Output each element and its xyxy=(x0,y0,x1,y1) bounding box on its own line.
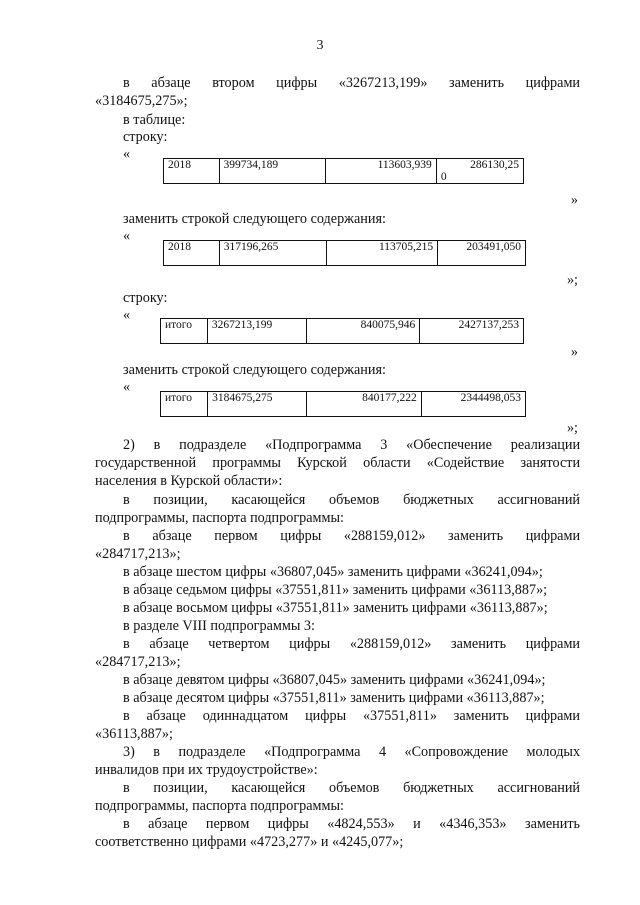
cell-federal: 840075,946 xyxy=(306,319,420,344)
row-label-1: строку: xyxy=(123,129,168,145)
quote-close-2: »; xyxy=(566,272,578,288)
cell-label: итого xyxy=(161,392,208,417)
para-abzac-vtorom-line1: в абзаце втором цифры «3267213,199» заменить цифрами xyxy=(123,75,581,91)
para-5: в абзаце шестом цифры «36807,045» заменить цифрами «36241,094»; xyxy=(123,564,543,580)
para-10: в абзаце девятом цифры «36807,045» заменить цифрами «36241,094»; xyxy=(123,672,546,688)
para-12-line2: «36113,887»; xyxy=(95,726,173,742)
cell-regional: 2344498,053 xyxy=(421,392,525,417)
para-4-line1: в абзаце первом цифры «288159,012» заменить цифрами xyxy=(123,528,581,544)
quote-close-4: »; xyxy=(566,420,578,436)
cell-regional: 2427137,253 xyxy=(420,319,524,344)
cell-total: 3184675,275 xyxy=(208,392,307,417)
table-row-1 xyxy=(163,158,524,184)
para-6: в абзаце седьмом цифры «37551,811» заменить цифрами «36113,887»; xyxy=(123,582,548,598)
replace-label-2: заменить строкой следующего содержания: xyxy=(123,362,386,378)
quote-open-3: « xyxy=(123,307,131,323)
para-7: в абзаце восьмом цифры «37551,811» заменить цифрами «36113,887»; xyxy=(123,600,548,616)
cell-federal: 113705,215 xyxy=(326,241,438,266)
para-4-line2: «284717,213»; xyxy=(95,546,181,562)
para-14-line2: подпрограммы, паспорта подпрограммы: xyxy=(95,798,344,814)
para-9-line2: «284717,213»; xyxy=(95,654,181,670)
cell-label: итого xyxy=(161,319,208,344)
para-2-line2: государственной программы Курской области «Содействие занятости xyxy=(95,455,581,471)
para-15-line2: соответственно цифрами «4723,277» и «4245,077»; xyxy=(95,834,404,850)
cell-regional: 286130,25 0 xyxy=(436,159,523,184)
para-14-line1: в позиции, касающейся объемов бюджетных ассигнований xyxy=(123,780,581,796)
para-15-line1: в абзаце первом цифры «4824,553» и «4346,353» заменить xyxy=(123,816,581,832)
cell-regional: 203491,050 xyxy=(438,241,526,266)
quote-open-2: « xyxy=(123,228,131,244)
table-row-3 xyxy=(160,318,524,344)
table-row-2 xyxy=(163,240,526,266)
para-2-line3: населения в Курской области»: xyxy=(95,473,283,489)
para-abzac-vtorom-line2: «3184675,275»; xyxy=(95,93,188,109)
cell-total: 317196,265 xyxy=(219,241,326,266)
para-8: в разделе VIII подпрограммы 3: xyxy=(123,618,315,634)
para-2-line1: 2) в подразделе «Подпрограмма 3 «Обеспечение реализации xyxy=(123,437,581,453)
page-number: 3 xyxy=(316,38,324,53)
quote-close-3: » xyxy=(570,344,578,360)
quote-close-1: » xyxy=(570,192,578,208)
cell-year: 2018 xyxy=(164,241,220,266)
quote-open-4: « xyxy=(123,379,131,395)
row-label-2: строку: xyxy=(123,290,168,306)
para-13-line1: 3) в подразделе «Подпрограмма 4 «Сопровождение молодых xyxy=(123,744,581,760)
cell-federal: 113603,939 xyxy=(325,159,436,184)
replace-label-1: заменить строкой следующего содержания: xyxy=(123,211,386,227)
table-row-4 xyxy=(160,391,526,417)
in-table-label: в таблице: xyxy=(123,112,186,128)
para-3-line2: подпрограммы, паспорта подпрограммы: xyxy=(95,510,344,526)
cell-year: 2018 xyxy=(164,159,220,184)
cell-total: 399734,189 xyxy=(219,159,325,184)
para-12-line1: в абзаце одиннадцатом цифры «37551,811» заменить цифрами xyxy=(123,708,580,724)
para-13-line2: инвалидов при их трудоустройстве»: xyxy=(95,762,318,778)
quote-open-1: « xyxy=(123,146,131,162)
cell-total: 3267213,199 xyxy=(207,319,306,344)
para-3-line1: в позиции, касающейся объемов бюджетных ассигнований xyxy=(123,492,581,508)
para-11: в абзаце десятом цифры «37551,811» заменить цифрами «36113,887»; xyxy=(123,690,545,706)
para-9-line1: в абзаце четвертом цифры «288159,012» заменить цифрами xyxy=(123,636,581,652)
cell-federal: 840177,222 xyxy=(307,392,421,417)
